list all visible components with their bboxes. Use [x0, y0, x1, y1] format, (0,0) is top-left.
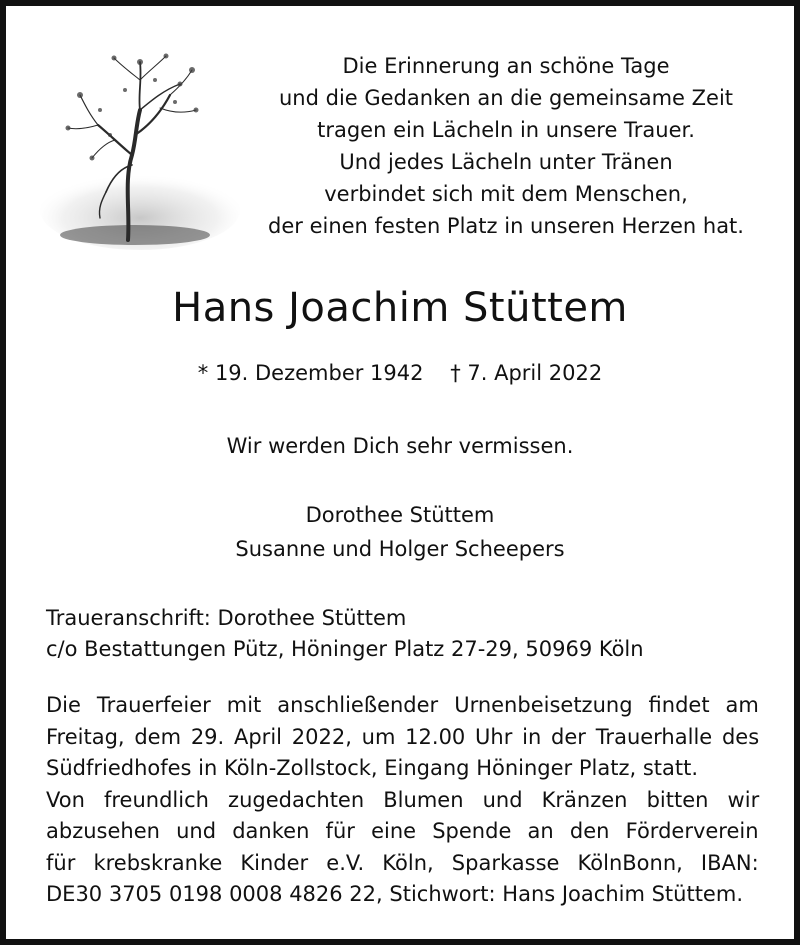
address-line: Traueranschrift: Dorothee Stüttem — [46, 606, 407, 630]
poem-line: tragen ein Lächeln in unsere Trauer. — [317, 118, 695, 142]
service-line: Freitag, dem 29. April 2022, um 12.00 Uhr in der Trauerhalle des — [46, 724, 760, 749]
service-line: DE30 3705 0198 0008 4826 22, Stichwort: Hans Joachim Stüttem. — [46, 882, 743, 906]
life-dates: * 19. Dezember 1942 † 7. April 2022 — [197, 361, 603, 385]
poem-line: und die Gedanken an die gemeinsame Zeit — [278, 86, 734, 110]
poem — [246, 50, 766, 242]
service-line: für krebskranke Kinder e.V. Köln, Sparkasse KölnBonn, IBAN: — [46, 850, 759, 875]
signers — [6, 498, 794, 566]
service-line: abzusehen und danken für eine Spende an den Förderverein — [46, 819, 759, 843]
signer: Dorothee Stüttem — [305, 503, 495, 527]
tree-icon — [40, 40, 240, 250]
mourning-address — [46, 603, 766, 665]
service-line: Südfriedhofes in Köln-Zollstock, Eingang Höninger Platz, statt. — [46, 756, 699, 780]
poem-line: Und jedes Lächeln unter Tränen — [339, 150, 673, 174]
poem-line: der einen festen Platz in unseren Herzen hat. — [268, 214, 744, 238]
poem-line: Die Erinnerung an schöne Tage — [342, 54, 670, 78]
poem-line: verbindet sich mit dem Menschen, — [324, 182, 688, 206]
service-line: Die Trauerfeier mit anschließender Urnenbeisetzung findet am — [46, 693, 759, 717]
farewell-message: Wir werden Dich sehr vermissen. — [226, 434, 574, 458]
service-line: Von freundlich zugedachten Blumen und Kränzen bitten wir — [46, 787, 760, 812]
address-line: c/o Bestattungen Pütz, Höninger Platz 27-29, 50969 Köln — [46, 637, 644, 661]
service-details — [46, 690, 759, 911]
deceased-name: Hans Joachim Stüttem — [172, 285, 628, 331]
signer: Susanne und Holger Scheepers — [235, 537, 565, 561]
